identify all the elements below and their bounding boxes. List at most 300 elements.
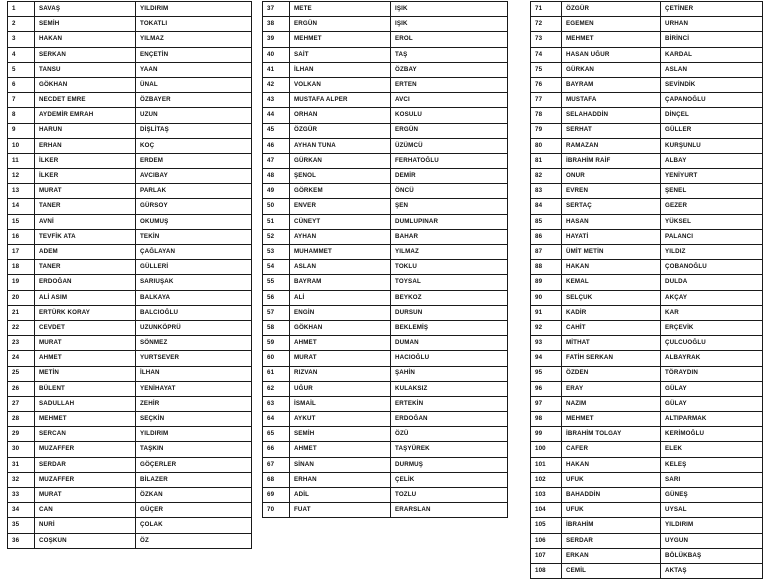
table-row: [531, 396, 763, 411]
table-row: [531, 533, 763, 548]
first-name-cell: SERTAÇ: [562, 199, 661, 214]
first-name-cell: COŞKUN: [35, 533, 136, 548]
last-name-cell: GÜRSOY: [136, 199, 252, 214]
table-row: [263, 381, 508, 396]
first-name-cell: ŞENOL: [290, 169, 391, 184]
table-row: [8, 32, 252, 47]
row-number-cell: 29: [8, 427, 35, 442]
last-name-cell: ERDOĞAN: [391, 412, 508, 427]
first-name-cell: İBRAHİM: [562, 518, 661, 533]
last-name-cell: ERTEKİN: [391, 396, 508, 411]
first-name-cell: GÜRKAN: [562, 62, 661, 77]
last-name-cell: ÇOLAK: [136, 518, 252, 533]
last-name-cell: YURTSEVER: [136, 351, 252, 366]
column-right: [514, 1, 770, 579]
first-name-cell: UFUK: [562, 503, 661, 518]
last-name-cell: YILDIRIM: [136, 2, 252, 17]
last-name-cell: TAŞYÜREK: [391, 442, 508, 457]
table-row: [8, 138, 252, 153]
table-row: [263, 396, 508, 411]
first-name-cell: CEVDET: [35, 320, 136, 335]
first-name-cell: AYHAN: [290, 229, 391, 244]
table-row: [8, 412, 252, 427]
row-number-cell: 2: [8, 17, 35, 32]
last-name-cell: UYGUN: [661, 533, 763, 548]
table-row: [531, 548, 763, 563]
table-row: [263, 77, 508, 92]
table-row: [263, 366, 508, 381]
first-name-cell: İLHAN: [290, 62, 391, 77]
table-row: [8, 290, 252, 305]
last-name-cell: BİLAZER: [136, 472, 252, 487]
row-number-cell: 41: [263, 62, 290, 77]
row-number-cell: 83: [531, 184, 562, 199]
row-number-cell: 106: [531, 533, 562, 548]
row-number-cell: 20: [8, 290, 35, 305]
table-row: [531, 351, 763, 366]
table-row: [531, 381, 763, 396]
table-row: [263, 169, 508, 184]
first-name-cell: MUZAFFER: [35, 442, 136, 457]
row-number-cell: 54: [263, 260, 290, 275]
first-name-cell: CAFER: [562, 442, 661, 457]
table-left: [7, 1, 252, 549]
table-row: [263, 2, 508, 17]
table-middle: [262, 1, 508, 518]
table-row: [263, 412, 508, 427]
row-number-cell: 65: [263, 427, 290, 442]
row-number-cell: 16: [8, 229, 35, 244]
first-name-cell: ERAY: [562, 381, 661, 396]
first-name-cell: ERDOĞAN: [35, 275, 136, 290]
table-row: [531, 123, 763, 138]
row-number-cell: 66: [263, 442, 290, 457]
first-name-cell: SELAHADDİN: [562, 108, 661, 123]
last-name-cell: ÇOBANOĞLU: [661, 260, 763, 275]
last-name-cell: SEVİNDİK: [661, 77, 763, 92]
first-name-cell: HAKAN: [562, 260, 661, 275]
table-row: [531, 412, 763, 427]
row-number-cell: 103: [531, 488, 562, 503]
row-number-cell: 4: [8, 47, 35, 62]
table-row: [531, 472, 763, 487]
first-name-cell: METE: [290, 2, 391, 17]
row-number-cell: 85: [531, 214, 562, 229]
row-number-cell: 97: [531, 396, 562, 411]
table-row: [531, 214, 763, 229]
row-number-cell: 27: [8, 396, 35, 411]
table-row: [531, 320, 763, 335]
table-row: [8, 47, 252, 62]
table-row: [8, 396, 252, 411]
last-name-cell: SARI: [661, 472, 763, 487]
table-row: [8, 245, 252, 260]
table-row: [8, 320, 252, 335]
last-name-cell: YILMAZ: [391, 245, 508, 260]
table-row: [8, 533, 252, 548]
last-name-cell: ERÇEVİK: [661, 320, 763, 335]
row-number-cell: 86: [531, 229, 562, 244]
row-number-cell: 9: [8, 123, 35, 138]
table-row: [8, 2, 252, 17]
row-number-cell: 1: [8, 2, 35, 17]
table-right: [530, 1, 763, 579]
first-name-cell: GÖKHAN: [290, 320, 391, 335]
first-name-cell: HAYATİ: [562, 229, 661, 244]
table-row: [531, 108, 763, 123]
last-name-cell: YILDIZ: [661, 245, 763, 260]
first-name-cell: RAMAZAN: [562, 138, 661, 153]
first-name-cell: CAN: [35, 503, 136, 518]
first-name-cell: GÜRKAN: [290, 153, 391, 168]
last-name-cell: UYSAL: [661, 503, 763, 518]
first-name-cell: AYKUT: [290, 412, 391, 427]
table-row: [263, 47, 508, 62]
last-name-cell: ALBAY: [661, 153, 763, 168]
row-number-cell: 98: [531, 412, 562, 427]
table-row: [263, 457, 508, 472]
row-number-cell: 89: [531, 275, 562, 290]
row-number-cell: 6: [8, 77, 35, 92]
first-name-cell: BAYRAM: [290, 275, 391, 290]
table-row: [263, 351, 508, 366]
row-number-cell: 5: [8, 62, 35, 77]
table-row: [531, 93, 763, 108]
last-name-cell: KERİMOĞLU: [661, 427, 763, 442]
last-name-cell: BEYKOZ: [391, 290, 508, 305]
last-name-cell: YILDIRIM: [661, 518, 763, 533]
row-number-cell: 70: [263, 503, 290, 518]
first-name-cell: ÜMİT METİN: [562, 245, 661, 260]
table-row: [531, 290, 763, 305]
table-row: [263, 290, 508, 305]
last-name-cell: IŞIK: [391, 2, 508, 17]
row-number-cell: 14: [8, 199, 35, 214]
row-number-cell: 33: [8, 488, 35, 503]
table-row: [8, 260, 252, 275]
table-row: [531, 336, 763, 351]
first-name-cell: AHMET: [35, 351, 136, 366]
table-row: [531, 184, 763, 199]
row-number-cell: 17: [8, 245, 35, 260]
last-name-cell: HACIOĞLU: [391, 351, 508, 366]
row-number-cell: 74: [531, 47, 562, 62]
first-name-cell: UĞUR: [290, 381, 391, 396]
row-number-cell: 79: [531, 123, 562, 138]
last-name-cell: İLHAN: [136, 366, 252, 381]
last-name-cell: GÜÇER: [136, 503, 252, 518]
first-name-cell: SEMİH: [35, 17, 136, 32]
row-number-cell: 40: [263, 47, 290, 62]
row-number-cell: 102: [531, 472, 562, 487]
first-name-cell: SERKAN: [35, 47, 136, 62]
first-name-cell: AYHAN TUNA: [290, 138, 391, 153]
last-name-cell: KAR: [661, 305, 763, 320]
row-number-cell: 105: [531, 518, 562, 533]
first-name-cell: HASAN UĞUR: [562, 47, 661, 62]
last-name-cell: EROL: [391, 32, 508, 47]
last-name-cell: KOÇ: [136, 138, 252, 153]
last-name-cell: ÇAĞLAYAN: [136, 245, 252, 260]
last-name-cell: DULDA: [661, 275, 763, 290]
row-number-cell: 47: [263, 153, 290, 168]
row-number-cell: 28: [8, 412, 35, 427]
first-name-cell: MEHMET: [290, 32, 391, 47]
row-number-cell: 46: [263, 138, 290, 153]
first-name-cell: FATİH SERKAN: [562, 351, 661, 366]
first-name-cell: BAHADDİN: [562, 488, 661, 503]
last-name-cell: ÖZ: [136, 533, 252, 548]
table-row: [263, 108, 508, 123]
row-number-cell: 45: [263, 123, 290, 138]
last-name-cell: TAŞKIN: [136, 442, 252, 457]
table-row: [263, 275, 508, 290]
last-name-cell: UZUNKÖPRÜ: [136, 320, 252, 335]
row-number-cell: 26: [8, 381, 35, 396]
first-name-cell: İLKER: [35, 153, 136, 168]
table-row: [263, 93, 508, 108]
first-name-cell: MURAT: [35, 184, 136, 199]
first-name-cell: METİN: [35, 366, 136, 381]
last-name-cell: OKUMUŞ: [136, 214, 252, 229]
table-row: [8, 153, 252, 168]
first-name-cell: BAYRAM: [562, 77, 661, 92]
last-name-cell: SEÇKİN: [136, 412, 252, 427]
row-number-cell: 18: [8, 260, 35, 275]
first-name-cell: ERGÜN: [290, 17, 391, 32]
row-number-cell: 7: [8, 93, 35, 108]
row-number-cell: 100: [531, 442, 562, 457]
table-row: [263, 260, 508, 275]
row-number-cell: 72: [531, 17, 562, 32]
table-right-body: [531, 2, 763, 579]
first-name-cell: EVREN: [562, 184, 661, 199]
table-row: [8, 184, 252, 199]
last-name-cell: BAHAR: [391, 229, 508, 244]
first-name-cell: FUAT: [290, 503, 391, 518]
table-row: [8, 169, 252, 184]
last-name-cell: BALKAYA: [136, 290, 252, 305]
first-name-cell: ADEM: [35, 245, 136, 260]
first-name-cell: TANER: [35, 260, 136, 275]
row-number-cell: 30: [8, 442, 35, 457]
last-name-cell: AVCIBAY: [136, 169, 252, 184]
last-name-cell: TOZLU: [391, 488, 508, 503]
row-number-cell: 19: [8, 275, 35, 290]
table-middle-body: [263, 2, 508, 518]
row-number-cell: 36: [8, 533, 35, 548]
row-number-cell: 60: [263, 351, 290, 366]
row-number-cell: 23: [8, 336, 35, 351]
first-name-cell: SADULLAH: [35, 396, 136, 411]
last-name-cell: PARLAK: [136, 184, 252, 199]
row-number-cell: 93: [531, 336, 562, 351]
first-name-cell: MEHMET: [562, 412, 661, 427]
first-name-cell: SAİT: [290, 47, 391, 62]
row-number-cell: 68: [263, 472, 290, 487]
table-row: [8, 108, 252, 123]
first-name-cell: HAKAN: [562, 457, 661, 472]
first-name-cell: ALİ: [290, 290, 391, 305]
first-name-cell: ERHAN: [35, 138, 136, 153]
table-row: [263, 214, 508, 229]
last-name-cell: KOSULU: [391, 108, 508, 123]
first-name-cell: MUSTAFA ALPER: [290, 93, 391, 108]
row-number-cell: 25: [8, 366, 35, 381]
last-name-cell: KURŞUNLU: [661, 138, 763, 153]
table-row: [8, 366, 252, 381]
row-number-cell: 91: [531, 305, 562, 320]
last-name-cell: ÜZÜMCÜ: [391, 138, 508, 153]
first-name-cell: GÖRKEM: [290, 184, 391, 199]
first-name-cell: ENGİN: [290, 305, 391, 320]
last-name-cell: TOKLU: [391, 260, 508, 275]
first-name-cell: AHMET: [290, 336, 391, 351]
last-name-cell: ALTIPARMAK: [661, 412, 763, 427]
last-name-cell: TÖRAYDIN: [661, 366, 763, 381]
first-name-cell: SERCAN: [35, 427, 136, 442]
first-name-cell: EGEMEN: [562, 17, 661, 32]
last-name-cell: URHAN: [661, 17, 763, 32]
row-number-cell: 73: [531, 32, 562, 47]
first-name-cell: VOLKAN: [290, 77, 391, 92]
last-name-cell: PALANCI: [661, 229, 763, 244]
last-name-cell: BEKLEMİŞ: [391, 320, 508, 335]
first-name-cell: SAVAŞ: [35, 2, 136, 17]
first-name-cell: ERKAN: [562, 548, 661, 563]
table-row: [263, 320, 508, 335]
first-name-cell: SEMİH: [290, 427, 391, 442]
table-left-body: [8, 2, 252, 549]
table-row: [8, 472, 252, 487]
last-name-cell: YENİHAYAT: [136, 381, 252, 396]
first-name-cell: HARUN: [35, 123, 136, 138]
row-number-cell: 22: [8, 320, 35, 335]
table-row: [531, 563, 763, 578]
row-number-cell: 101: [531, 457, 562, 472]
row-number-cell: 92: [531, 320, 562, 335]
table-row: [263, 488, 508, 503]
table-row: [263, 245, 508, 260]
first-name-cell: UFUK: [562, 472, 661, 487]
first-name-cell: MİTHAT: [562, 336, 661, 351]
row-number-cell: 51: [263, 214, 290, 229]
last-name-cell: GÜLLERİ: [136, 260, 252, 275]
table-row: [8, 93, 252, 108]
last-name-cell: ERTEN: [391, 77, 508, 92]
table-row: [263, 123, 508, 138]
last-name-cell: ZEHİR: [136, 396, 252, 411]
row-number-cell: 107: [531, 548, 562, 563]
table-row: [263, 229, 508, 244]
row-number-cell: 62: [263, 381, 290, 396]
table-row: [531, 153, 763, 168]
row-number-cell: 34: [8, 503, 35, 518]
first-name-cell: HAKAN: [35, 32, 136, 47]
first-name-cell: SERHAT: [562, 123, 661, 138]
last-name-cell: TEKİN: [136, 229, 252, 244]
table-row: [8, 351, 252, 366]
last-name-cell: YENİYURT: [661, 169, 763, 184]
table-row: [8, 442, 252, 457]
row-number-cell: 99: [531, 427, 562, 442]
first-name-cell: RIZVAN: [290, 366, 391, 381]
row-number-cell: 53: [263, 245, 290, 260]
first-name-cell: CÜNEYT: [290, 214, 391, 229]
row-number-cell: 104: [531, 503, 562, 518]
row-number-cell: 38: [263, 17, 290, 32]
first-name-cell: TANSU: [35, 62, 136, 77]
column-middle: [258, 1, 514, 518]
last-name-cell: SARIUŞAK: [136, 275, 252, 290]
row-number-cell: 81: [531, 153, 562, 168]
table-row: [531, 442, 763, 457]
last-name-cell: ELEK: [661, 442, 763, 457]
table-row: [531, 488, 763, 503]
row-number-cell: 76: [531, 77, 562, 92]
row-number-cell: 49: [263, 184, 290, 199]
last-name-cell: ÜNAL: [136, 77, 252, 92]
row-number-cell: 12: [8, 169, 35, 184]
table-row: [8, 488, 252, 503]
last-name-cell: ÖNCÜ: [391, 184, 508, 199]
row-number-cell: 8: [8, 108, 35, 123]
table-row: [531, 305, 763, 320]
table-row: [263, 184, 508, 199]
last-name-cell: FERHATOĞLU: [391, 153, 508, 168]
last-name-cell: UZUN: [136, 108, 252, 123]
first-name-cell: İLKER: [35, 169, 136, 184]
last-name-cell: DUMAN: [391, 336, 508, 351]
first-name-cell: AHMET: [290, 442, 391, 457]
table-row: [531, 32, 763, 47]
row-number-cell: 57: [263, 305, 290, 320]
first-name-cell: ASLAN: [290, 260, 391, 275]
table-row: [531, 199, 763, 214]
table-row: [8, 229, 252, 244]
first-name-cell: ÖZGÜR: [290, 123, 391, 138]
row-number-cell: 35: [8, 518, 35, 533]
table-row: [531, 518, 763, 533]
column-left: [0, 1, 258, 549]
first-name-cell: ADİL: [290, 488, 391, 503]
last-name-cell: BİRİNCİ: [661, 32, 763, 47]
first-name-cell: ERTÜRK KORAY: [35, 305, 136, 320]
first-name-cell: SELÇUK: [562, 290, 661, 305]
table-row: [531, 245, 763, 260]
row-number-cell: 63: [263, 396, 290, 411]
row-number-cell: 71: [531, 2, 562, 17]
first-name-cell: MUHAMMET: [290, 245, 391, 260]
row-number-cell: 77: [531, 93, 562, 108]
last-name-cell: ERGÜN: [391, 123, 508, 138]
row-number-cell: 67: [263, 457, 290, 472]
table-row: [8, 275, 252, 290]
last-name-cell: ÖZKAN: [136, 488, 252, 503]
last-name-cell: DİŞLİTAŞ: [136, 123, 252, 138]
row-number-cell: 69: [263, 488, 290, 503]
row-number-cell: 50: [263, 199, 290, 214]
table-row: [8, 214, 252, 229]
first-name-cell: ENVER: [290, 199, 391, 214]
first-name-cell: SERDAR: [562, 533, 661, 548]
last-name-cell: GÖÇERLER: [136, 457, 252, 472]
first-name-cell: ALİ ASIM: [35, 290, 136, 305]
table-row: [263, 442, 508, 457]
row-number-cell: 42: [263, 77, 290, 92]
table-row: [8, 518, 252, 533]
row-number-cell: 59: [263, 336, 290, 351]
